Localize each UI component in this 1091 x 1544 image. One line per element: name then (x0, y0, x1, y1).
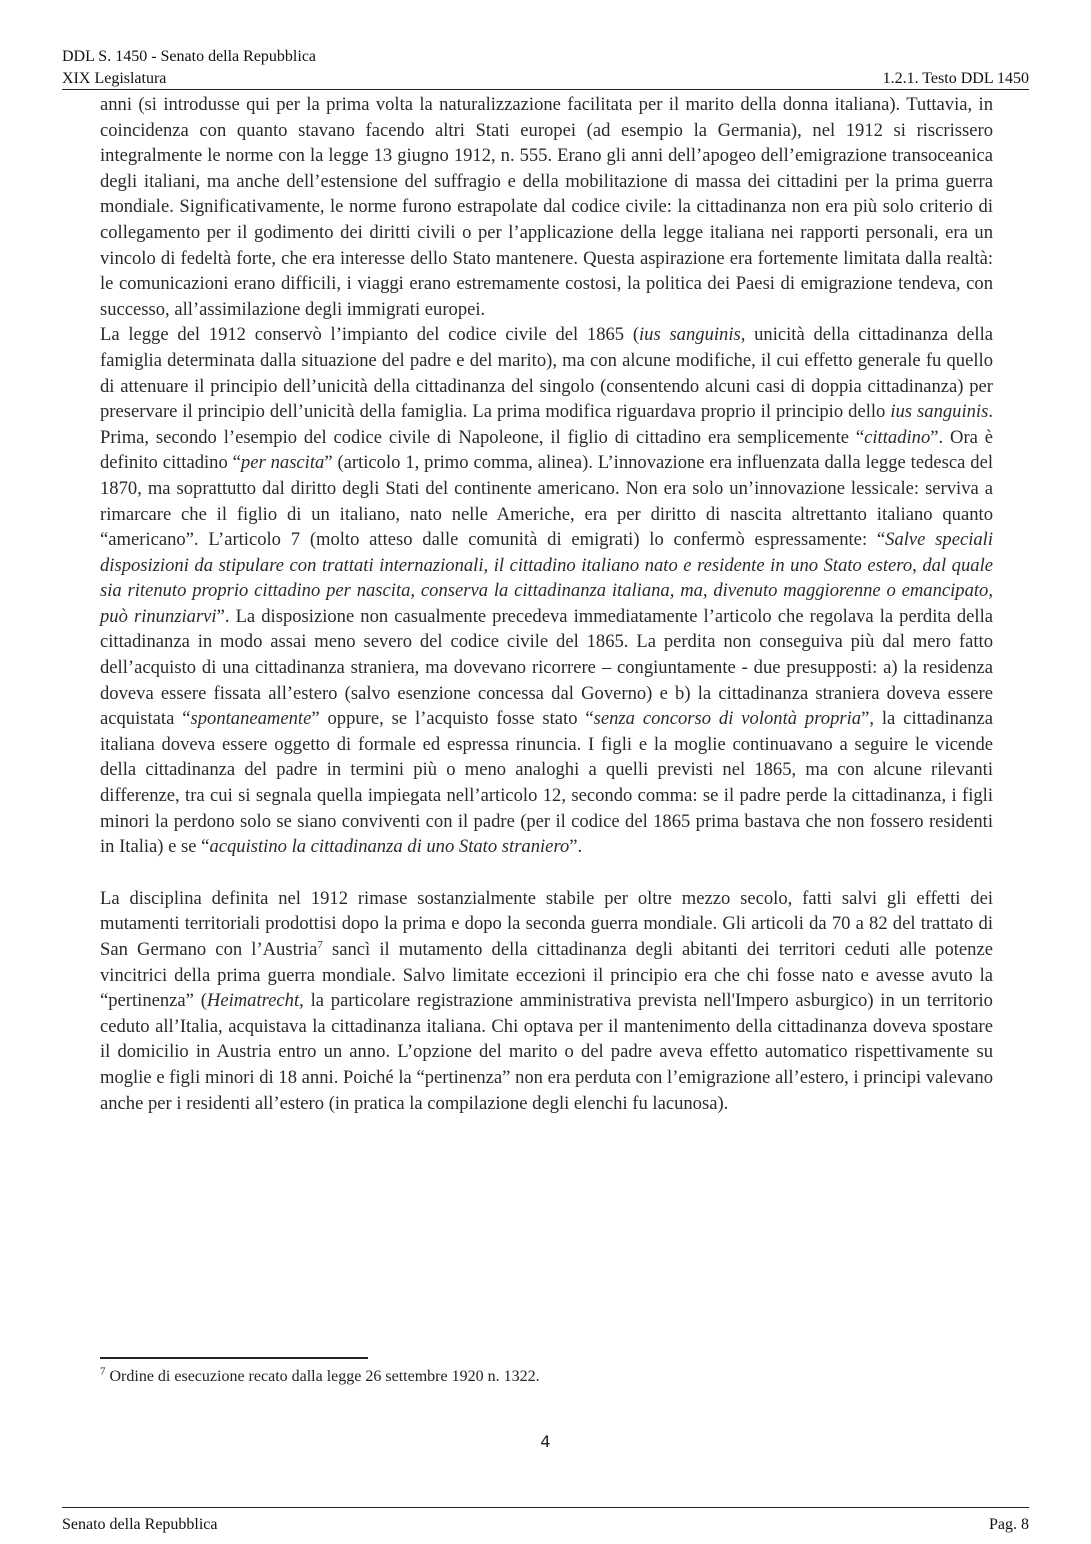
p2-text: ” oppure, se l’acquisto fosse stato “ (311, 708, 594, 730)
p2-text: ”. La disposizione non casualmente precedeva immediatamente l’articolo che regolava la perdita della cittadinanza in modo assai meno severo del codice civile del 1865. La perdita non conseguiva più dal mero fatto dell’acquisto di una cittadinanza straniera, ma dovevano ricorrere – congiuntamente - due presupposti: a) la residenza doveva essere fissata all’estero (salvo esenzione concessa dal Governo) e b) la cittadinanza straniera doveva essere acquistata “ (100, 605, 994, 730)
inner-page-number: 4 (540, 1432, 551, 1451)
p2-italic: cittadino (864, 426, 931, 448)
paragraph-2 (100, 322, 993, 859)
running-footer (62, 1507, 1029, 1534)
p2-italic: per nascita (240, 452, 325, 474)
footnote-number: 7 (100, 1365, 106, 1378)
footnote-divider (100, 1357, 368, 1359)
p2-italic: ius sanguinis (890, 401, 989, 423)
footnote-reference[interactable]: 7 (317, 938, 323, 951)
p2-text: ”, la cittadinanza italiana doveva essere oggetto di formale ed espressa rinuncia. I figli e la moglie continuavano a seguire le vicende della cittadinanza del padre in termini più o meno analoghi a quelli previsti nel 1865, ma con alcune rilevanti differenze, tra cui si segnala quella impiegata nell’articolo 12, secondo comma: se il padre perde la cittadinanza, i figli minori la perdono solo se siano conviventi con il padre (per il codice del 1865 prima bastava che non fossero residenti in Italia) e se “ (100, 708, 994, 858)
p2-text: . Prima, secondo l’esempio del codice civile di Napoleone, il figlio di cittadino era semplicemente “ (100, 401, 993, 448)
p2-text: ”. Ora è definito cittadino “ (100, 426, 993, 474)
p2-quote-article-7: Salve speciali disposizioni da stipulare con trattati internazionali, il cittadino italiano nato e residente in uno Stato estero, dal quale sia ritenuto proprio cittadino per nascita, conserva la cittadinanza italiana, ma, divenuto maggiorenne o emancipato, può rinunziarvi (100, 529, 994, 627)
p2-text: La legge del 1912 conservò l’impianto del codice civile del 1865 ( (100, 324, 640, 346)
p2-italic: ius sanguinis (639, 324, 741, 346)
p3-text: sancì il mutamento della cittadinanza degli abitanti dei territori ceduti alle potenze vincitrici della prima guerra mondiale. Salvo limitate eccezioni il principio era che chi fosse nato e avesse avuto la “pertinenza” ( (100, 939, 993, 1012)
document-title: DDL S. 1450 - Senato della Repubblica (62, 48, 317, 65)
paragraph-1: anni (si introdusse qui per la prima volta la naturalizzazione facilitata per il marito della donna italiana). Tuttavia, in coincidenza con quanto stavano facendo altri Stati europei (ad esempio la Germania), nel 1912 si riscrissero integralmente le norme con la legge 13 giugno 1912, n. 555. Erano gli anni dell’apogeo dell’emigrazione transoceanica degli italiani, ma anche dell’estensione del suffragio e della mobilitazione di massa dei cittadini per la prima guerra mondiale. Significativamente, le norme furono estrapolate dal codice civile: la cittadinanza non era più solo criterio di collegamento per il godimento dei diritti civili o per l’applicazione della legge italiana nei rapporti personali, era un vincolo di fedeltà forte, che era interesse dello Stato mantenere. Questa aspirazione era fortemente limitata dalla realtà: le comunicazioni erano difficili, i viaggi erano estremamente costosi, la politica dei Paesi di emigrazione tendeva, con successo, all’assimilazione degli immigrati europei. (100, 94, 993, 320)
p2-text: , unicità della cittadinanza della famiglia determinata dalla situazione del padre e del marito), ma con alcune modifiche, il cui effetto generale fu quello di attenuare il principio dell’unicità della cittadinanza del singolo (consentendo alcuni casi di doppia cittadinanza) per preservare il principio dell’unicità della famiglia. La prima modifica riguardava proprio il principio dello (100, 324, 993, 423)
running-header (62, 70, 1029, 90)
footnote (100, 1365, 540, 1386)
legislature-label: XIX Legislatura (62, 70, 167, 87)
footer-publisher: Senato della Repubblica (62, 1516, 218, 1533)
footer-page-number: Pag. 8 (989, 1516, 1029, 1533)
p2-italic: spontaneamente (190, 708, 312, 730)
paragraph-3 (100, 886, 993, 1116)
p2-italic: acquistino la cittadinanza di uno Stato straniero (209, 836, 570, 858)
p3-italic: Heimatrecht (206, 990, 300, 1012)
p2-text: ”. (569, 836, 583, 858)
p2-text: ” (articolo 1, primo comma, alinea). L’innovazione era influenzata dalla legge tedesca del 1870, ma soprattutto dal diritto degli Stati del continente americano. Non era solo un’innovazione lessicale: serviva a rimarcare che il figlio di un italiano, nato nelle Americhe, era per diritto di nascita altrettanto italiano quanto “americano”. L’articolo 7 (molto atteso dalle comunità di emigrati) lo confermò espressamente: “ (100, 452, 993, 551)
section-label: 1.2.1. Testo DDL 1450 (882, 70, 1029, 87)
document-body (100, 92, 993, 1116)
footnote-text: Ordine di esecuzione recato dalla legge 26 settembre 1920 n. 1322. (105, 1368, 540, 1385)
p3-text: , la particolare registrazione amministrativa prevista nell'Impero asburgico) in un territorio ceduto all’Italia, acquistava la cittadinanza italiana. Chi optava per il mantenimento della cittadinanza doveva spostare il domicilio in Austria entro un anno. L’opzione del marito o del padre aveva effetto automatico rispettivamente su moglie e figli minori di 18 anni. Poiché la “pertinenza” non era perduta con l’emigrazione all’estero, i principi valevano anche per i residenti all’estero (in pratica la compilazione degli elenchi fu lacunosa). (100, 990, 993, 1114)
p2-italic: senza concorso di volontà propria (593, 708, 862, 730)
p3-text: La disciplina definita nel 1912 rimase sostanzialmente stabile per oltre mezzo secolo, fatti salvi gli effetti dei mutamenti territoriali prodottisi dopo la prima e dopo la seconda guerra mondiale. Gli articoli da 70 a 82 del trattato di San Germano con l’Austria (100, 887, 993, 960)
